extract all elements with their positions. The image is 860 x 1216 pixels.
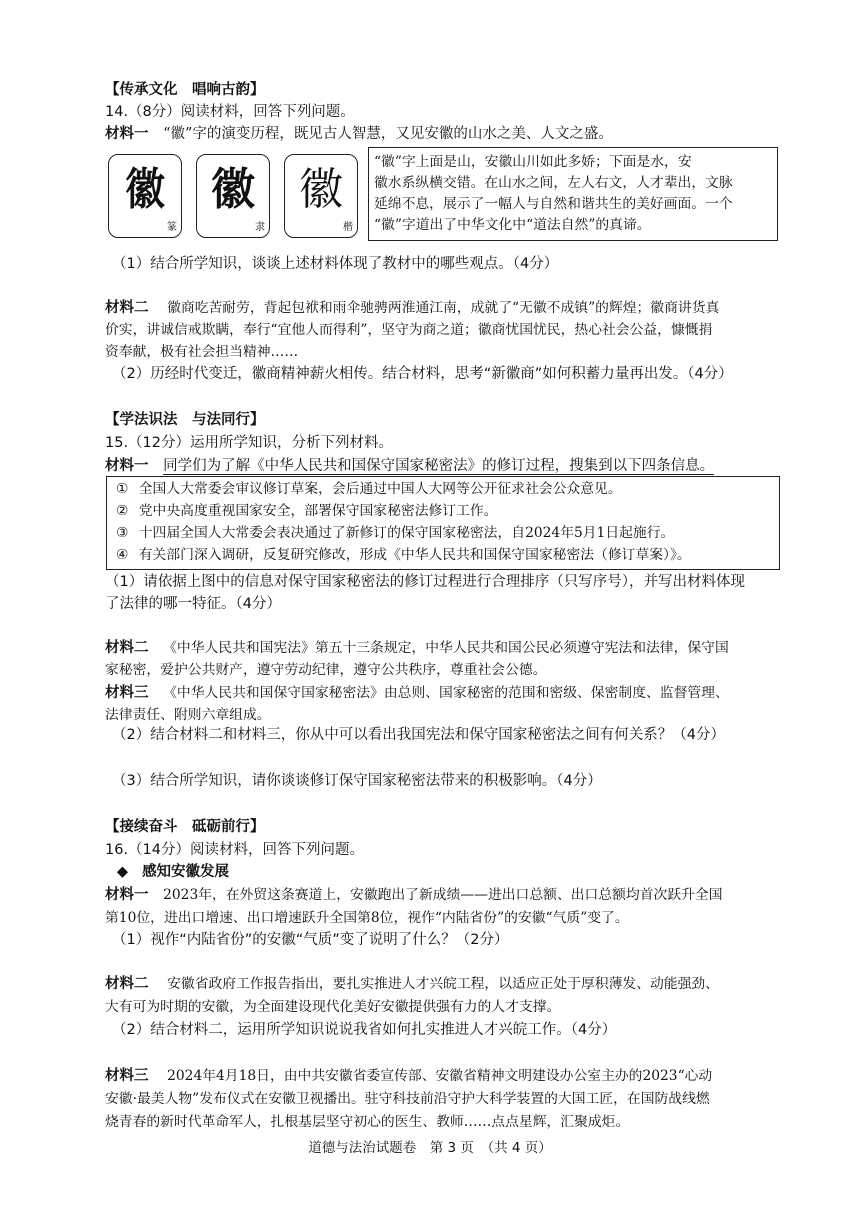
material-label: 材料一: [105, 887, 149, 903]
material-3-line: [105, 683, 729, 703]
material-text: 第10位，进出口增速、出口增速跃升全国第8位，视作“内陆省份”的安徽“气质”变了。: [105, 910, 629, 926]
question-15-1: （1）请依据上图中的信息对保守国家秘密法的修订过程进行合理排序（只写序号），并写出材料体现: [105, 574, 745, 590]
item-number: ②: [116, 503, 129, 519]
section-header-culture: 【传承文化 唱响古韵】: [105, 82, 265, 98]
material-text: 徽商吃苦耐劳，背起包袱和雨伞驰骋两淮通江南，成就了“无徽不成镇”的辉煌；徽商讲货真: [167, 300, 720, 316]
material-2-line: [105, 638, 729, 658]
material-3-line: [105, 1066, 712, 1086]
question-15-2: （2）结合材料二和材料三，你从中可以看出我国宪法和保守国家秘密法之间有何关系？（4分）: [112, 727, 725, 743]
glyph-style-tag: 楷: [343, 222, 353, 233]
info-item: [116, 501, 497, 521]
material-2-line: [105, 974, 719, 994]
material-1-intro: [105, 124, 613, 144]
sub-header: 感知安徽发展: [142, 864, 230, 880]
material-text: 安徽省政府工作报告指出，要扎实推进人才兴皖工程，以适应正处于厚积薄发、动能强劲、: [167, 976, 719, 992]
material-label: 材料一: [105, 458, 149, 474]
glyph-char: 徽: [211, 164, 255, 215]
glyph-char: 徽: [299, 164, 343, 215]
item-number: ③: [116, 525, 129, 541]
section-header-law: 【学法识法 与法同行】: [105, 412, 265, 428]
question-15-1-cont: 了法律的哪一特征。（4分）: [105, 596, 281, 612]
material-label: 材料二: [105, 976, 149, 992]
item-text: 有关部门深入调研，反复研究修改，形成《中华人民共和国保守国家秘密法（修订草案）》。: [138, 547, 691, 563]
info-item: [116, 479, 622, 499]
question-16-1: （1）视作“内陆省份”的安徽“气质”变了说明了什么？（2分）: [112, 932, 509, 948]
question-16-stem: 16.（14分）阅读材料，回答下列问题。: [105, 842, 365, 858]
box-line: 延绵不息，展示了一幅人与自然和谐共生的美好画面。一个: [374, 196, 733, 212]
material-text: 《中华人民共和国保守国家秘密法》由总则、国家秘密的范围和密级、保密制度、监督管理、: [163, 685, 729, 701]
item-text: 十四届全国人大常委会表决通过了新修订的保守国家秘密法，自2024年5月1日起施行。: [138, 525, 675, 541]
clerical-script-glyph-card: [196, 154, 270, 238]
material-1-line: [105, 885, 723, 905]
material-label: 材料三: [105, 685, 149, 701]
page-footer: 道德与法治试题卷 第 3 页 （共 4 页）: [308, 1140, 552, 1156]
material-text: 法律责任、附则六章组成。: [105, 707, 271, 723]
material-text: 2024年4月18日，由中共安徽省委宣传部、安徽省精神文明建设办公室主办的2023“心动: [167, 1068, 713, 1084]
material-text: 资奉献，极有社会担当精神……: [105, 344, 299, 360]
seal-script-glyph-card: [108, 154, 182, 238]
box-line: “徽”字道出了中华文化中“道法自然”的真谛。: [374, 217, 651, 233]
box-line: 徽水系纵横交错。在山水之间，左人右文，人才辈出，文脉: [374, 175, 733, 191]
item-text: 党中央高度重视国家安全，部署保守国家秘密法修订工作。: [138, 503, 498, 519]
question-14-2: （2）历经时代变迁，徽商精神薪火相传。结合材料，思考“新徽商”如何积蓄力量再出发。（4分）: [112, 366, 733, 382]
material-label: 材料一: [105, 126, 149, 142]
material-text: 同学们为了解《中华人民共和国保守国家秘密法》的修订过程，搜集到以下四条信息。: [163, 458, 715, 474]
question-15-3: （3）结合所学知识，请你谈谈修订保守国家秘密法带来的积极影响。（4分）: [112, 773, 602, 789]
glyph-style-tag: 隶: [255, 222, 265, 233]
regular-script-glyph-card: [284, 154, 358, 238]
material-text: 安徽·最美人物”发布仪式在安徽卫视播出。驻守科技前沿守护大科学装置的大国工匠，在国防战线燃: [105, 1091, 710, 1107]
material-text: 大有可为时期的安徽，为全面建设现代化美好安徽提供强有力的人才支撑。: [105, 999, 561, 1015]
diamond-bullet-icon: ◆: [116, 864, 129, 880]
sub-header-line: [116, 862, 229, 882]
box-line: “徽”字上面是山，安徽山川如此多娇；下面是水，安: [374, 154, 692, 170]
question-14-1: （1）结合所学知识，谈谈上述材料体现了教材中的哪些观点。（4分）: [112, 256, 559, 272]
material-label: 材料三: [105, 1068, 149, 1084]
question-16-2: （2）结合材料二，运用所学知识说说我省如何扎实推进人才兴皖工作。（4分）: [112, 1022, 617, 1038]
material-text: “徽”字的演变历程，既见古人智慧，又见安徽的山水之美、人文之盛。: [163, 126, 613, 142]
question-15-stem: 15.（12分）运用所学知识，分析下列材料。: [105, 435, 394, 451]
material-text: 《中华人民共和国宪法》第五十三条规定，中华人民共和国公民必须遵守宪法和法律，保守国: [163, 640, 729, 656]
material-text: 2023年，在外贸这条赛道上，安徽跑出了新成绩——进出口总额、出口总额均首次跃升全国: [163, 887, 723, 903]
material-text: 价实，讲诚信戒欺瞒，奉行“宜他人而得利”，坚守为商之道；徽商忧国忧民，热心社会公益，慷慨捐: [105, 322, 713, 338]
item-text: 全国人大常委会审议修订草案，会后通过中国人大网等公开征求社会公众意见。: [138, 481, 622, 497]
info-item: [116, 523, 674, 543]
item-number: ①: [116, 481, 129, 497]
material-text: 家秘密，爱护公共财产，遵守劳动纪律，遵守公共秩序，尊重社会公德。: [105, 662, 547, 678]
material-label: 材料二: [105, 300, 149, 316]
question-14-stem: 14.（8分）阅读材料，回答下列问题。: [105, 104, 355, 120]
material-2-line: [105, 298, 719, 318]
material-1-intro: [105, 456, 714, 476]
section-header-strive: 【接续奋斗 砥砺前行】: [105, 819, 265, 835]
item-number: ④: [116, 547, 129, 563]
material-text: 烧青春的新时代革命军人，扎根基层坚守初心的医生、教师……点点星辉，汇聚成炬。: [105, 1114, 630, 1130]
info-item: [116, 545, 691, 565]
glyph-char: 徽: [125, 164, 165, 215]
material-label: 材料二: [105, 640, 149, 656]
glyph-style-tag: 篆: [167, 222, 177, 233]
